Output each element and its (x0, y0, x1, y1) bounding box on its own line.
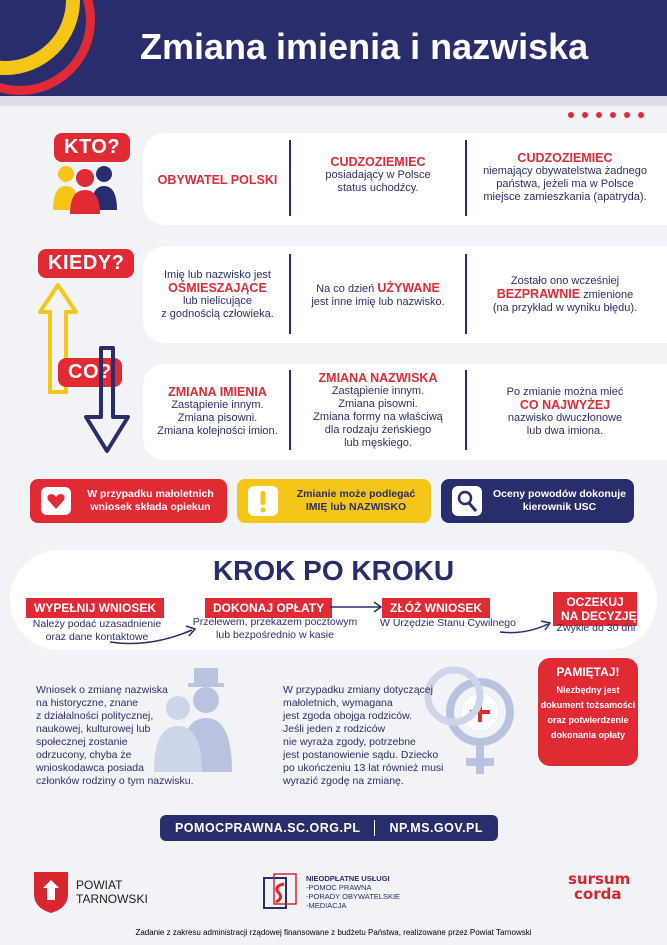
step-arrows (0, 590, 667, 650)
powiat-name: POWIAT TARNOWSKI (76, 878, 148, 906)
kiedy-unlawful: Zostało ono wcześniej BEZPRAWNIE zmienione (na przykład w wyniku błędu). (492, 275, 638, 314)
step-3-text: W Urzędzie Stanu Cywilnego (380, 617, 516, 629)
divider (465, 254, 467, 334)
magnifier-icon (449, 483, 485, 519)
people-icon (50, 160, 120, 215)
co-first-name: ZMIANA IMIENIA Zastąpienie innym. Zmiana pisowni. Zmiana kolejności imion. (157, 385, 278, 437)
heart-hand-icon (38, 483, 74, 519)
divider (465, 370, 467, 450)
step-1-text: Należy podać uzasadnienie oraz dane kontaktowe (32, 618, 162, 643)
info-box-scope: Zmianie może podlegać IMIĘ lub NAZWISKO (237, 479, 431, 523)
header-divider (0, 96, 667, 106)
step-4-text: Zwykle do 30 dni (556, 622, 636, 634)
info-box-evaluation: Oceny powodów dokonuje kierownik USC (441, 479, 634, 523)
kiedy-ridiculous: Imię lub nazwisko jest OŚMIESZAJĄCE lub nielicujące z godnością człowieka. (161, 269, 274, 320)
step-4-label: OCZEKUJ NA DECYZJĘ (553, 592, 637, 626)
funding-note: Zadanie z zakresu administracji rządowej finansowane z budżetu Państwa, realizowane przez Powiat Tarnowski (135, 928, 532, 937)
step-3-label: ZŁÓŻ WNIOSEK (382, 598, 490, 618)
divider (465, 140, 467, 216)
decor-dots (568, 112, 644, 118)
co-surname: ZMIANA NAZWISKA Zastąpienie innym. Zmiana pisowni. Zmiana formy na właściwą dla rodzaju żeńskiego lub męskiego. (313, 371, 443, 449)
links-bar (160, 815, 498, 841)
exclamation-icon (245, 483, 281, 519)
sursum-corda-logo: sursum corda (568, 870, 631, 903)
kiedy-tag: KIEDY? (38, 249, 134, 278)
steps-title: KROK PO KROKU (212, 555, 455, 586)
link-pomocprawna[interactable]: POMOCPRAWNA.SC.ORG.PL (174, 821, 361, 835)
link-np-ms[interactable]: NP.MS.GOV.PL (389, 821, 484, 835)
page-title: Zmiana imienia i nazwiska (140, 26, 589, 67)
powiat-coat-of-arms-logo (32, 870, 70, 914)
kto-citizen: OBYWATEL POLSKI (157, 172, 278, 187)
divider (289, 140, 291, 216)
note-minors-consent: W przypadku zmiany dotyczącej małoletnich, wymagana jest zgoda obojga rodziców. Jeśli jeden z rodziców nie wyraża zgody, potrzebne jest postanowienie sądu. Dziecko po ukończeniu 13 lat również musi wyrazić zgodę na zmianę. (283, 684, 444, 787)
nieodplatne-logo (262, 872, 298, 912)
divider (289, 254, 291, 334)
step-2-text: Przelewem, przekazem pocztowym lub bezpośrednio w kasie (192, 616, 358, 641)
arrow-down-icon (80, 345, 134, 455)
co-at-most: Po zmianie można mieć CO NAJWYŻEJ nazwisko dwuczłonowe lub dwa imiona. (506, 386, 624, 437)
co-tag: CO? (58, 358, 122, 387)
remember-box: PAMIĘTAJ! Niezbędny jest dokument tożsamości oraz potwierdzenie dokonania opłaty (538, 658, 638, 766)
note-historical-surname: Wniosek o zmianę nazwiska na historyczne, znane z działalności politycznej, naukowej, kulturowej lub społecznej zostanie odrzucony, chyba że wnioskodawca posiada członków rodziny o tym nazwisku. (36, 684, 194, 787)
kto-tag: KTO? (54, 133, 130, 162)
step-1-label: WYPEŁNIJ WNIOSEK (26, 598, 164, 618)
links-separator (374, 820, 375, 836)
header-banner (0, 0, 667, 96)
kto-refugee: CUDZOZIEMIEC posiadający w Polsce status uchodźcy. (325, 155, 431, 194)
info-box-minors: W przypadku małoletnich wniosek składa opiekun (30, 479, 227, 523)
step-2-label: DOKONAJ OPŁATY (205, 598, 332, 618)
divider (289, 370, 291, 450)
decor-arc-red (0, 0, 95, 95)
kto-stateless: CUDZOZIEMIEC niemający obywatelstwa żadnego państwa, jeżeli ma w Polsce miejsce zamieszkania (apatryda). (483, 151, 647, 203)
kiedy-used: Na co dzień UŻYWANE jest inne imię lub nazwisko. (311, 280, 445, 308)
nieodplatne-text: NIEODPŁATNE USŁUGI -POMOC PRAWNA -PORADY OBYWATELSKIE -MEDIACJA (306, 874, 401, 910)
